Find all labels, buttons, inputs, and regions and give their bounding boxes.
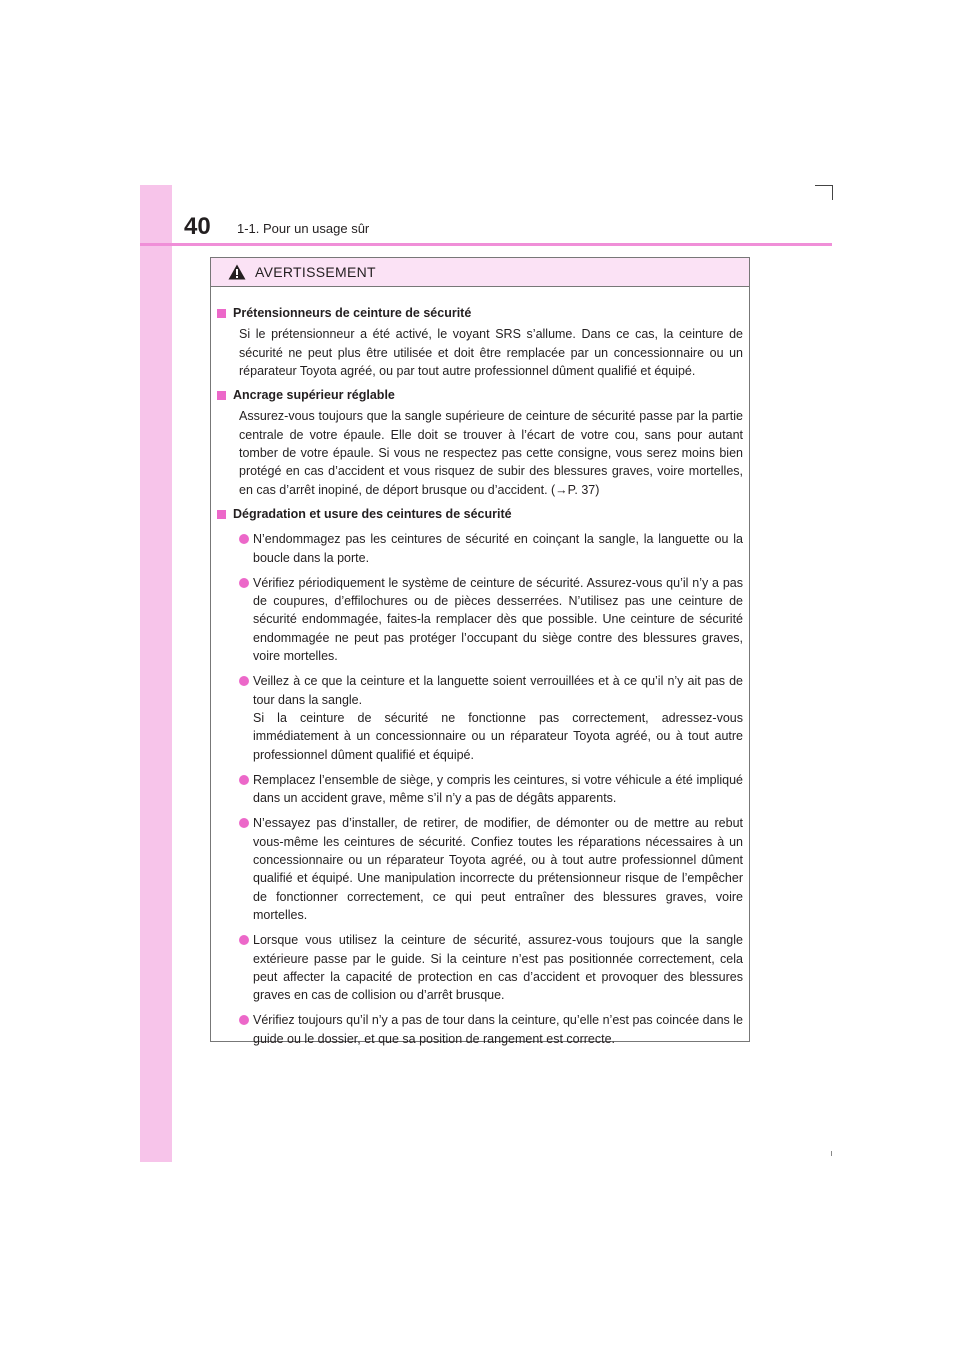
- header-rule: [140, 243, 832, 246]
- left-margin-band: [140, 185, 172, 1162]
- section-wear: [217, 505, 743, 1048]
- list-item: [239, 931, 743, 1004]
- section-heading-label: Prétensionneurs de ceinture de sécurité: [233, 306, 472, 320]
- round-bullet-icon: [239, 818, 249, 828]
- list-item-text: Vérifiez périodiquement le système de ceinture de sécurité. Assurez-vous qu’il n’y a pas de coupures, d’effilochures ou de pièces desserrées. N’utilisez pas une ceinture de sécurité endommagée, faites-la remplacer dès que possible. Une ceinture de sécurité endommagée ne peut pas protéger l’occupant du siège contre des blessures graves, voire mortelles.: [253, 575, 743, 664]
- section-heading-label: Dégradation et usure des ceintures de sécurité: [233, 506, 512, 521]
- warning-triangle-icon: [228, 264, 246, 280]
- warning-header: [211, 258, 749, 287]
- list-item-text: N’endommagez pas les ceintures de sécurité en coinçant la sangle, la languette ou la boucle dans la porte.: [253, 532, 743, 565]
- list-item-text: Lorsque vous utilisez la ceinture de sécurité, assurez-vous toujours que la sangle extérieure passe par le guide. Si la ceinture n’est pas positionnée correctement, cela peut affecter la capacité de protection en cas d’accident et provoquer des blessures graves en cas de collision ou d’arrêt brusque.: [253, 933, 743, 1003]
- warning-body: [211, 287, 749, 1048]
- list-item-text: Veillez à ce que la ceinture et la languette soient verrouillées et à ce qu’il n’y ait pas de tour dans la sangle.: [253, 674, 743, 707]
- section-title: 1-1. Pour un usage sûr: [237, 221, 370, 236]
- square-bullet-icon: [217, 391, 226, 400]
- list-item-text: Remplacez l’ensemble de siège, y compris les ceintures, si votre véhicule a été impliqué dans un accident grave, même s’il n’y a pas de dégâts apparents.: [253, 772, 743, 806]
- list-item: [239, 814, 743, 924]
- square-bullet-icon: [217, 309, 226, 318]
- section-upper-anchor: [217, 386, 743, 499]
- crop-mark: [815, 185, 833, 200]
- list-item: [239, 771, 743, 808]
- section-heading: [217, 304, 743, 322]
- round-bullet-icon: [239, 578, 249, 588]
- section-heading: [217, 505, 743, 523]
- section-paragraph: Assurez-vous toujours que la sangle supérieure de ceinture de sécurité passe par la partie centrale de votre épaule. Elle doit se trouver à l’écart de votre cou, sans pour autant tomber de votre épaule. Si vous ne respectez pas cette consigne, vous serez moins bien protégé en cas d’accident et vous risquez de subir des blessures graves, voire mortelles, en cas d’arrêt inopiné, de déport brusque ou d’accident. (→P. 37): [239, 409, 743, 497]
- round-bullet-icon: [239, 775, 249, 785]
- warning-box: [210, 257, 750, 1046]
- page-number: 40: [184, 213, 211, 240]
- list-item: [239, 1011, 743, 1048]
- list-item: [239, 672, 743, 763]
- list-item: [239, 574, 743, 665]
- section-paragraph: Si le prétensionneur a été activé, le voyant SRS s’allume. Dans ce cas, la ceinture de sécurité ne peut plus être utilisée et doit être remplacée par un concessionnaire ou un réparateur Toyota agréé, ou par tout autre professionnel dûment qualifié et équipé.: [239, 327, 743, 378]
- square-bullet-icon: [217, 510, 226, 519]
- section-pretensioners: [217, 304, 743, 380]
- crop-tick: [831, 1151, 832, 1156]
- warning-title: AVERTISSEMENT: [255, 264, 376, 280]
- section-heading-label: Ancrage supérieur réglable: [233, 388, 395, 403]
- round-bullet-icon: [239, 1015, 249, 1025]
- round-bullet-icon: [239, 676, 249, 686]
- section-heading: [217, 386, 743, 404]
- list-item: [239, 530, 743, 567]
- round-bullet-icon: [239, 935, 249, 945]
- round-bullet-icon: [239, 534, 249, 544]
- list-item-text: N’essayez pas d’installer, de retirer, de modifier, de démonter ou de mettre au rebut vous-même les ceintures de sécurité. Confiez toutes les réparations nécessaires à un concessionnaire ou un réparateur Toyota agréé, ou à tout autre professionnel dûment qualifié et équipé. Une manipulation incorrecte du prétensionneur risque de l’empêcher de fonctionner correctement, ce qui peut entraîner des blessures graves, voire mortelles.: [253, 816, 743, 922]
- list-item-text: Vérifiez toujours qu’il n’y a pas de tour dans la ceinture, qu’elle n’est pas coincée dans le guide ou le dossier, et que sa position de rangement est correcte.: [253, 1013, 743, 1046]
- list-item-text: Si la ceinture de sécurité ne fonctionne pas correctement, adressez-vous immédiatement à un concessionnaire ou un réparateur Toyota agréé, ou à tout autre professionnel dûment qualifié et équipé.: [253, 710, 743, 762]
